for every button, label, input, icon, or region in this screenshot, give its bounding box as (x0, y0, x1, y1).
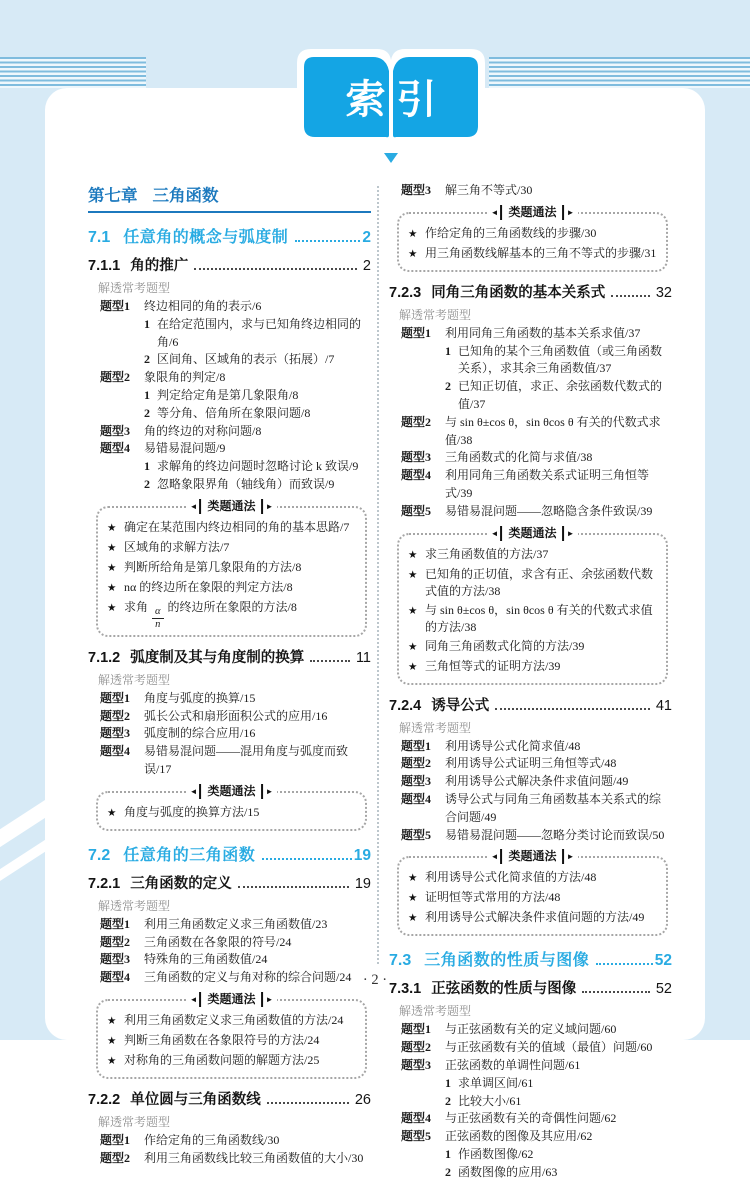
method-box (96, 498, 367, 637)
section-number: 7.1.1 (88, 258, 121, 274)
method-box (96, 991, 367, 1079)
method-item (107, 579, 357, 597)
section-title: 任意角的三角函数 (123, 846, 256, 864)
sub-item-number: 2 (144, 476, 150, 491)
section-number: 7.2.4 (389, 697, 422, 714)
problem-type-text: 三角函数的定义与角对称的综合问题/24 (144, 970, 352, 985)
dot-leader (262, 858, 351, 860)
toc-section (88, 224, 371, 247)
sub-item-number: 2 (144, 405, 150, 420)
problem-type-label: 题型5 (401, 503, 432, 518)
column-divider (377, 186, 379, 964)
sub-item-number: 1 (445, 343, 451, 358)
section-number: 7.1 (88, 229, 111, 246)
problem-type-row (100, 369, 371, 387)
method-item-text: 同角三角函数式化简的方法/39 (425, 638, 585, 653)
star-icon: ★ (107, 561, 117, 574)
section-number: 7.2 (88, 846, 111, 864)
problem-type-text: 解三角不等式/30 (445, 183, 533, 197)
method-item (408, 909, 658, 927)
sub-item-text: 作函数图像/62 (458, 1146, 534, 1161)
method-item-text: 用三角函数线解基本的三角不等式的步骤/31 (425, 245, 657, 260)
problem-type-text: 利用三角函数定义求三角函数值/23 (144, 916, 328, 931)
problem-type-text: 弧长公式和扇形面积公式的应用/16 (144, 708, 328, 723)
star-icon: ★ (107, 521, 117, 534)
star-icon: ★ (408, 640, 418, 653)
sub-item-number: 1 (144, 387, 150, 402)
sub-item-row (445, 378, 672, 414)
problem-type-label: 题型4 (401, 791, 432, 806)
problem-type-label: 题型1 (100, 1132, 131, 1147)
theme-label: 解透常考题型 (98, 1114, 171, 1129)
problem-type-text: 与 sin θ±cos θ，sin θcos θ 有关的代数式求值/38 (445, 414, 661, 447)
problem-type-row (100, 934, 371, 952)
dot-leader (238, 886, 349, 888)
problem-type-label: 题型4 (100, 441, 131, 456)
problem-type-label: 题型3 (401, 1057, 432, 1072)
problem-type-text: 易错易混问题——混用角度与弧度而致误/17 (144, 744, 349, 776)
problem-type-text: 作给定角的三角函数线/30 (144, 1132, 280, 1147)
problem-type-text: 角度与弧度的换算/15 (144, 690, 256, 705)
method-box-title: 类题通法 (500, 849, 564, 864)
theme-label: 解透常考题型 (98, 898, 171, 913)
sub-item-text: 判定给定角是第几象限角/8 (157, 387, 299, 402)
stripe-band-right (489, 57, 750, 88)
problem-type-label: 题型5 (401, 1129, 432, 1144)
method-item (107, 1032, 357, 1050)
method-item-text: 角度与弧度的换算方法/15 (124, 804, 260, 819)
problem-type-text: 正弦函数的单调性问题/61 (445, 1057, 581, 1072)
problem-type-row (401, 827, 672, 845)
sub-item-text: 区间角、区域角的表示（拓展）/7 (157, 352, 335, 367)
open-book-icon (293, 44, 489, 158)
problem-type-row (401, 755, 672, 773)
problem-type-text: 与正弦函数有关的奇偶性问题/62 (445, 1111, 617, 1126)
problem-type-row (100, 951, 371, 969)
theme-label: 解透常考题型 (399, 1004, 472, 1019)
fraction-numerator: α (152, 607, 164, 620)
sub-item-row (144, 351, 371, 369)
problem-type-label: 题型2 (401, 756, 432, 771)
problem-type-label: 题型1 (401, 738, 432, 753)
problem-type-text: 角的终边的对称问题/8 (144, 423, 262, 438)
problem-type-text: 弧度制的综合应用/16 (144, 726, 256, 741)
sub-item-text: 在给定范围内，求与已知角终边相同的角/6 (157, 316, 362, 349)
problem-type-label: 题型3 (401, 450, 432, 465)
problem-type-row (100, 423, 371, 441)
section-number: 7.2.2 (88, 1091, 121, 1108)
method-item-text: 三角恒等式的证明方法/39 (425, 658, 561, 673)
problem-type-label: 题型4 (401, 468, 432, 483)
problem-type-label: 题型4 (100, 970, 131, 985)
problem-type-label: 题型3 (401, 774, 432, 789)
method-box (397, 204, 668, 272)
sub-item-row (144, 405, 371, 423)
method-item (408, 658, 658, 676)
toc-section (389, 947, 672, 970)
problem-type-row (100, 440, 371, 458)
dot-leader (295, 240, 360, 242)
method-box-label (186, 499, 278, 514)
section-title: 角的推广 (130, 258, 189, 274)
problem-type-row (100, 1150, 371, 1168)
method-box (397, 525, 668, 685)
problem-type-label: 题型3 (401, 183, 432, 197)
page-number: 26 (354, 1091, 371, 1108)
problem-type-row (401, 414, 672, 450)
method-item-text-post: 的终边所在象限的方法/8 (167, 599, 297, 614)
problem-type-text: 利用同角三角函数关系式证明三角恒等式/39 (445, 468, 650, 500)
theme-label: 解透常考题型 (98, 672, 171, 687)
star-icon: ★ (107, 1034, 117, 1047)
arrow-left-icon: ◄ (490, 528, 499, 538)
page-number: 52 (655, 981, 672, 998)
problem-type-label: 题型5 (401, 827, 432, 842)
section-number: 7.3 (389, 952, 412, 970)
method-item (107, 599, 357, 631)
chapter-title: 三角函数 (152, 187, 219, 205)
problem-type-row (401, 1057, 672, 1075)
page-number: 2 (362, 258, 371, 274)
method-item-text: 对称角的三角函数问题的解题方法/25 (124, 1052, 320, 1067)
problem-type-text: 利用诱导公式化简求值/48 (445, 738, 581, 753)
problem-type-row (100, 690, 371, 708)
problem-type-label: 题型1 (401, 325, 432, 340)
section-title: 三角函数的性质与图像 (424, 952, 590, 970)
sub-item-number: 2 (445, 379, 451, 394)
toc-subsection (88, 646, 371, 667)
method-item-text: 求三角函数值的方法/37 (425, 546, 549, 561)
method-box (397, 849, 668, 936)
dot-leader (194, 268, 357, 270)
problem-type-row (401, 503, 672, 521)
star-icon: ★ (408, 660, 418, 673)
problem-type-row (100, 1132, 371, 1150)
method-box-label (186, 784, 278, 799)
problem-type-row (401, 325, 672, 343)
section-title: 三角函数的定义 (130, 875, 232, 892)
triangle-down-icon (384, 153, 398, 163)
problem-type-row (401, 738, 672, 756)
star-icon: ★ (408, 548, 418, 561)
star-icon: ★ (107, 1054, 117, 1067)
problem-type-label: 题型2 (100, 708, 131, 723)
toc-subsection (88, 872, 371, 893)
method-item (107, 1052, 357, 1070)
dot-leader (267, 1102, 349, 1104)
sub-item-row (144, 458, 371, 476)
dot-leader (611, 295, 650, 297)
method-item (408, 245, 658, 263)
arrow-right-icon: ► (566, 207, 575, 217)
section-title: 弧度制及其与角度制的换算 (130, 649, 305, 666)
method-item (107, 519, 357, 537)
method-item-text: 判断三角函数在各象限符号的方法/24 (124, 1032, 320, 1047)
method-item (107, 539, 357, 557)
page-number: 41 (655, 697, 672, 714)
arrow-right-icon: ► (566, 852, 575, 862)
section-number: 7.2.1 (88, 875, 121, 892)
method-item-text-pre: 求角 (124, 599, 149, 614)
star-icon: ★ (408, 247, 418, 260)
right-column-blocks (389, 182, 672, 1182)
method-box-title: 类题通法 (199, 784, 263, 799)
problem-type-label: 题型2 (100, 934, 131, 949)
problem-type-label: 题型4 (100, 744, 131, 759)
sub-item-number: 2 (445, 1164, 451, 1179)
problem-type-text: 利用诱导公式解决条件求值问题/49 (445, 774, 629, 789)
toc-section (88, 842, 371, 865)
sub-item-text: 求解角的终边问题时忽略讨论 k 致误/9 (157, 459, 359, 474)
method-item-text (124, 599, 357, 631)
problem-type-label: 题型3 (100, 952, 131, 967)
section-number: 7.1.2 (88, 649, 121, 666)
page-number: 32 (655, 284, 672, 301)
problem-type-label: 题型3 (100, 423, 131, 438)
problem-type-row (401, 1021, 672, 1039)
method-item (408, 638, 658, 656)
index-badge (293, 44, 489, 158)
theme-label: 解透常考题型 (399, 307, 472, 322)
method-box-label (487, 849, 579, 864)
arrow-left-icon: ◄ (490, 852, 499, 862)
problem-type-text: 利用同角三角函数的基本关系求值/37 (445, 325, 641, 340)
method-item (107, 804, 357, 822)
problem-type-label: 题型2 (401, 414, 432, 429)
arrow-left-icon: ◄ (189, 994, 198, 1004)
sub-item-row (445, 1146, 672, 1164)
problem-type-row (401, 791, 672, 827)
problem-type-label: 题型1 (401, 1022, 432, 1037)
problem-type-text: 利用三角函数线比较三角函数值的大小/30 (144, 1150, 364, 1165)
sub-item-text: 已知角的某个三角函数值（或三角函数关系），求其余三角函数值/37 (458, 343, 663, 376)
method-item-text: 与 sin θ±cos θ，sin θcos θ 有关的代数式求值的方法/38 (425, 602, 653, 634)
section-title: 单位圆与三角函数线 (130, 1091, 261, 1108)
problem-type-row (401, 773, 672, 791)
method-item (408, 225, 658, 243)
chapter-number: 第七章 (88, 187, 138, 205)
sub-item-row (445, 343, 672, 379)
problem-type-text: 与正弦函数有关的定义域问题/60 (445, 1022, 617, 1037)
method-box-label (487, 526, 579, 541)
chapter-heading (88, 182, 371, 213)
problem-type-text: 易错易混问题/9 (144, 441, 226, 456)
method-item-text: 确定在某范围内终边相同的角的基本思路/7 (124, 519, 350, 534)
sub-item-text: 已知正切值，求正、余弦函数代数式的值/37 (458, 379, 663, 411)
problem-type-row (100, 708, 371, 726)
fraction (152, 607, 164, 631)
problem-type-row (401, 182, 672, 200)
sub-item-number: 1 (445, 1075, 451, 1090)
toc-subsection (88, 254, 371, 275)
left-column (88, 182, 371, 1168)
sub-item-row (445, 1164, 672, 1182)
page-number: 2 (362, 229, 371, 246)
dot-leader (596, 963, 652, 965)
theme-label: 解透常考题型 (399, 720, 472, 735)
dot-leader (310, 660, 350, 662)
method-item-text: 已知角的正切值，求含有正、余弦函数代数式值的方法/38 (425, 566, 654, 598)
method-item (408, 889, 658, 907)
problem-type-label: 题型1 (100, 916, 131, 931)
problem-type-text: 正弦函数的图像及其应用/62 (445, 1129, 593, 1144)
sub-item-number: 1 (144, 316, 150, 331)
toc-subsection (389, 694, 672, 715)
method-item (408, 566, 658, 600)
problem-type-row (100, 725, 371, 743)
method-box-label (487, 205, 579, 220)
dot-leader (582, 991, 650, 993)
right-column (389, 182, 672, 1182)
theme-label: 解透常考题型 (98, 281, 171, 295)
problem-type-row (100, 743, 371, 779)
method-item (408, 546, 658, 564)
star-icon: ★ (408, 568, 418, 581)
section-title: 任意角的概念与弧度制 (123, 229, 289, 246)
problem-type-label: 题型2 (401, 1040, 432, 1055)
problem-type-row (100, 916, 371, 934)
page-number: 11 (355, 649, 371, 666)
sub-item-number: 2 (445, 1093, 451, 1108)
problem-type-text: 易错易混问题——忽略分类讨论而致误/50 (445, 827, 665, 842)
sub-item-row (144, 387, 371, 405)
problem-type-text: 与正弦函数有关的值域（最值）问题/60 (445, 1040, 653, 1055)
problem-type-text: 三角函数式的化简与求值/38 (445, 450, 593, 465)
method-item-text: 判断所给角是第几象限角的方法/8 (124, 559, 302, 574)
problem-type-label: 题型2 (100, 1150, 131, 1165)
toc-subsection (389, 281, 672, 302)
problem-type-row (401, 1039, 672, 1057)
arrow-right-icon: ► (265, 786, 274, 796)
star-icon: ★ (408, 604, 418, 617)
method-box-title: 类题通法 (500, 526, 564, 541)
star-icon: ★ (408, 872, 418, 885)
section-title: 正弦函数的性质与图像 (431, 981, 577, 998)
sub-item-row (144, 476, 371, 494)
section-title: 同角三角函数的基本关系式 (431, 284, 606, 301)
star-icon: ★ (408, 892, 418, 905)
sub-item-text: 忽略象限界角（轴线角）而致误/9 (157, 476, 335, 491)
method-box-label (186, 992, 278, 1007)
star-icon: ★ (408, 227, 418, 240)
star-icon: ★ (107, 1014, 117, 1027)
method-item (408, 869, 658, 887)
sub-item-number: 2 (144, 352, 150, 367)
problem-type-row (401, 1110, 672, 1128)
method-box-title: 类题通法 (199, 992, 263, 1007)
sub-item-number: 1 (144, 459, 150, 474)
left-column-blocks (88, 224, 371, 1168)
arrow-right-icon: ► (566, 528, 575, 538)
method-item-text: 利用三角函数定义求三角函数值的方法/24 (124, 1012, 344, 1027)
arrow-left-icon: ◄ (189, 786, 198, 796)
sub-item-number: 1 (445, 1146, 451, 1161)
star-icon: ★ (107, 541, 117, 554)
problem-type-text: 三角函数在各象限的符号/24 (144, 934, 292, 949)
method-item-text: 证明恒等式常用的方法/48 (425, 890, 561, 905)
problem-type-row (401, 1128, 672, 1146)
star-icon: ★ (408, 912, 418, 925)
method-item-text: 利用诱导公式化简求值的方法/48 (425, 870, 597, 885)
problem-type-row (401, 467, 672, 503)
problem-type-text: 易错易混问题——忽略隐含条件致误/39 (445, 503, 653, 518)
toc-subsection (88, 1088, 371, 1109)
sub-item-text: 求单调区间/61 (458, 1075, 534, 1090)
stripe-band-left (0, 57, 146, 88)
page-number: 19 (354, 875, 371, 892)
problem-type-label: 题型2 (100, 370, 131, 385)
sub-item-row (445, 1093, 672, 1111)
problem-type-text: 诱导公式与同角三角函数基本关系式的综合问题/49 (445, 791, 662, 824)
problem-type-row (401, 449, 672, 467)
sub-item-text: 函数图像的应用/63 (458, 1164, 558, 1179)
page-number: 19 (353, 846, 371, 864)
dot-leader (495, 708, 650, 710)
problem-type-text: 特殊角的三角函数值/24 (144, 952, 268, 967)
problem-type-label: 题型1 (100, 299, 131, 313)
sub-item-row (144, 316, 371, 352)
sub-item-row (445, 1075, 672, 1093)
arrow-left-icon: ◄ (490, 207, 499, 217)
method-box-title: 类题通法 (500, 205, 564, 220)
problem-type-label: 题型3 (100, 726, 131, 741)
section-number: 7.3.1 (389, 981, 422, 998)
method-item-text: 区域角的求解方法/7 (124, 539, 230, 554)
problem-type-label: 题型1 (100, 690, 131, 705)
method-item (107, 559, 357, 577)
method-box-title: 类题通法 (199, 499, 263, 514)
arrow-right-icon: ► (265, 994, 274, 1004)
method-item-text: 利用诱导公式解决条件求值问题的方法/49 (425, 910, 645, 925)
star-icon: ★ (107, 806, 117, 819)
page-number-footer: · 2 · (362, 972, 388, 988)
arrow-right-icon: ► (265, 501, 274, 511)
problem-type-text: 利用诱导公式证明三角恒等式/48 (445, 756, 617, 771)
section-number: 7.2.3 (389, 284, 422, 301)
sub-item-text: 等分角、倍角所在象限问题/8 (157, 405, 311, 420)
problem-type-label: 题型4 (401, 1111, 432, 1126)
fraction-denominator: n (155, 619, 161, 631)
method-item (107, 1012, 357, 1030)
problem-type-row (100, 298, 371, 316)
method-item-text: 作给定角的三角函数线的步骤/30 (425, 225, 597, 240)
page-number: 52 (654, 952, 672, 970)
badge-title: 索 引 (345, 78, 437, 122)
section-title: 诱导公式 (431, 697, 490, 714)
method-item-text: nα 的终边所在象限的判定方法/8 (124, 579, 293, 594)
star-icon: ★ (107, 601, 117, 614)
star-icon: ★ (107, 581, 117, 594)
arrow-left-icon: ◄ (189, 501, 198, 511)
problem-type-text: 象限角的判定/8 (144, 370, 226, 385)
problem-type-text: 终边相同的角的表示/6 (144, 299, 262, 313)
sub-item-text: 比较大小/61 (458, 1093, 522, 1108)
method-box (96, 783, 367, 831)
method-item (408, 602, 658, 636)
